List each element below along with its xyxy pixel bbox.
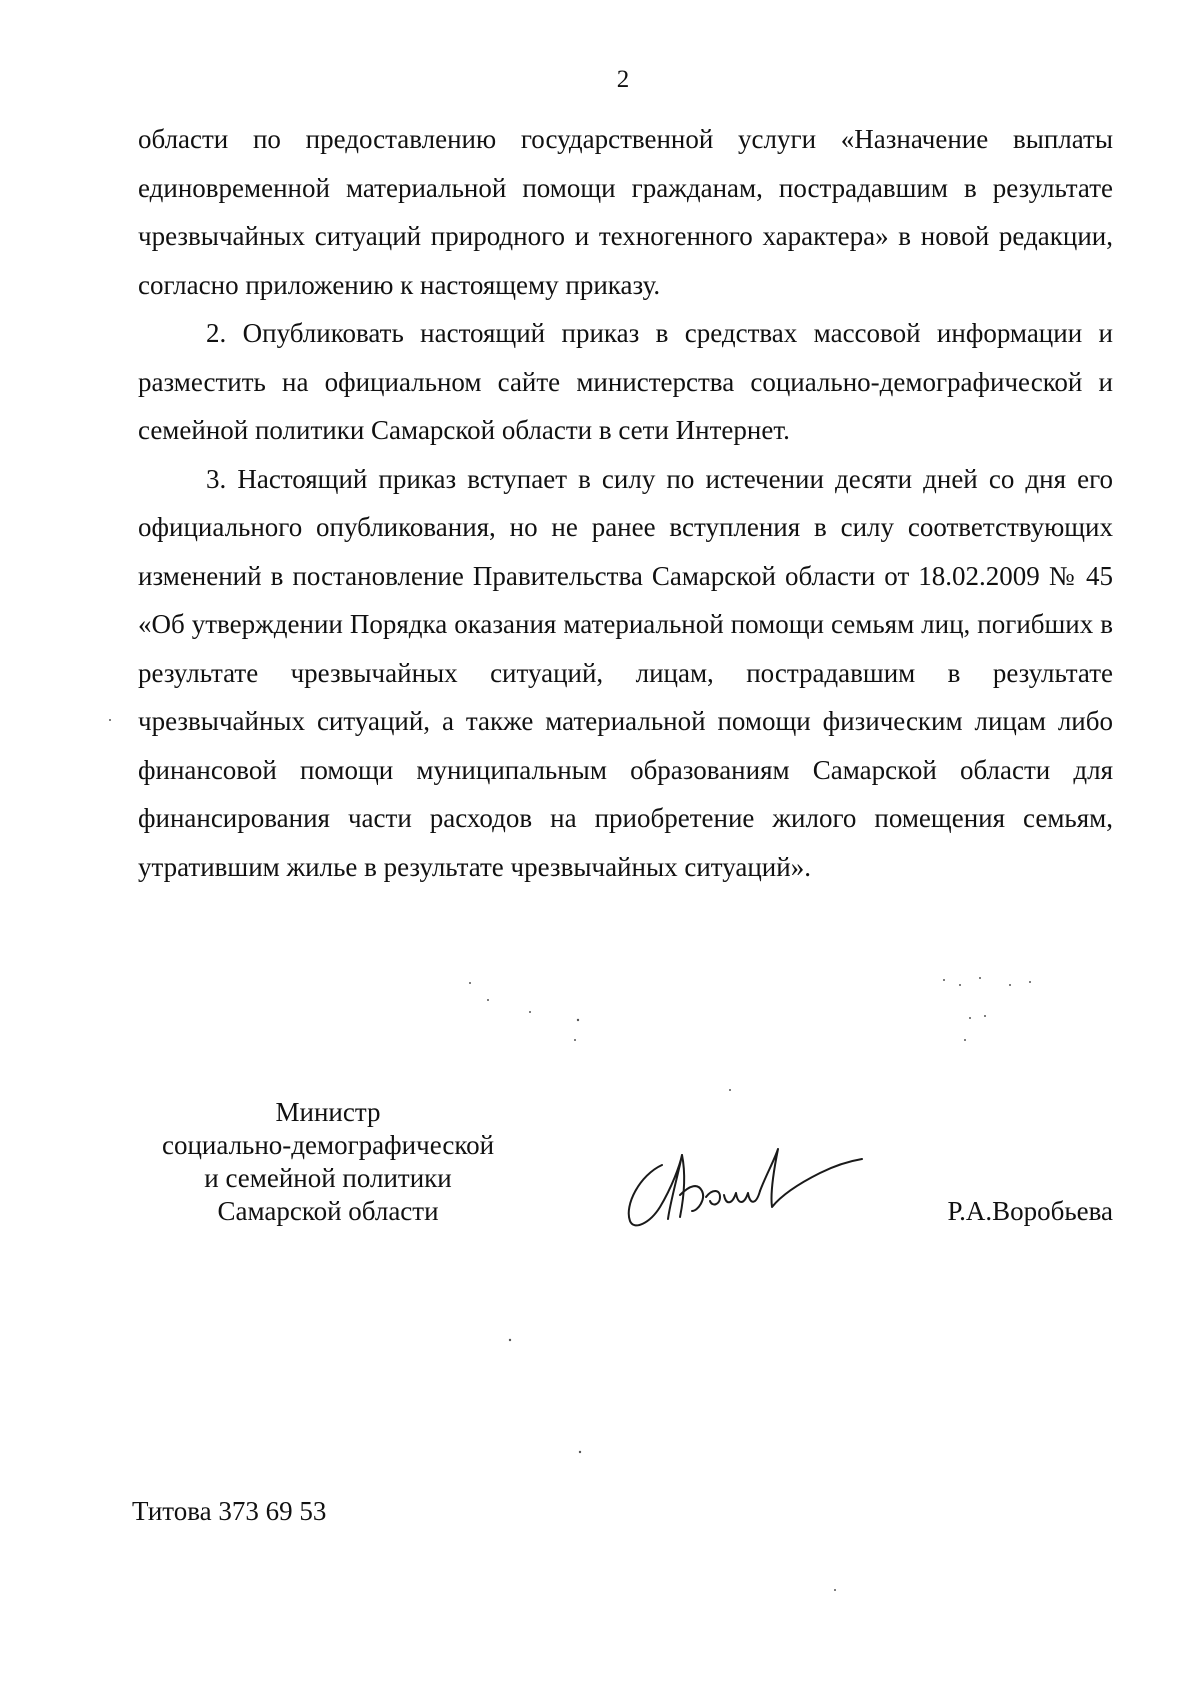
signatory-title-line: и семейной политики [204,1163,452,1193]
document-body [138,115,1113,891]
page-number: 2 [616,66,630,93]
signatory-name: Р.А.Воробьева [947,1196,1113,1226]
signatory-title-line: Министр [275,1097,381,1127]
paragraph-item-3: 3. Настоящий приказ вступает в силу по истечении десяти дней со дня его официального опубликования, но не ранее вступления в силу соответствующих изменений в постановление Правительства Самарской области от 18.02.2009 № 45 «Об утверждении Порядка оказания материальной помощи семьям лиц, погибших в результате чрезвычайных ситуаций, лицам, пострадавшим в результате чрезвычайных ситуаций, а также материальной помощи физическим лицам либо финансовой помощи муниципальным образованиям Самарской области для финансирования части расходов на приобретение жилого помещения семьям, утратившим жилье в результате чрезвычайных ситуаций». [138,463,1113,882]
paragraph-continuation: области по предоставлению государственной услуги «Назначение выплаты единовременной материальной помощи гражданам, пострадавшим в результате чрезвычайных ситуаций природного и техногенного характера» в новой редакции, согласно приложению к настоящему приказу. [138,124,1113,300]
signatory-title [138,1096,518,1228]
signatory-title-line: социально-демографической [161,1130,495,1160]
handwritten-signature [620,1135,870,1235]
paragraph-item-2: 2. Опубликовать настоящий приказ в средствах массовой информации и разместить на официальном сайте министерства социально-демографической и семейной политики Самарской области в сети Интернет. [138,318,1113,445]
executor-contact: Титова 373 69 53 [132,1496,327,1526]
signatory-title-line: Самарской области [217,1196,439,1226]
